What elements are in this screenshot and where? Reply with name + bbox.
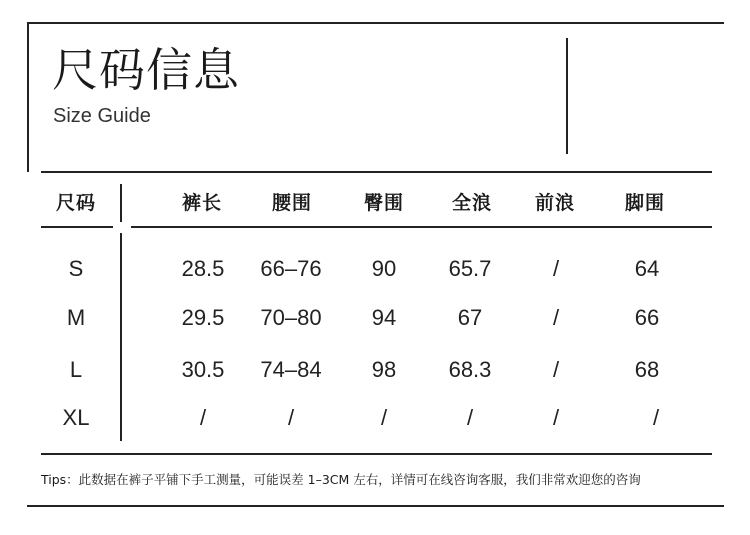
- column-header-length: 裤长: [181, 192, 223, 214]
- table-cell: 65.7: [448, 256, 492, 281]
- title-divider: [566, 38, 568, 154]
- table-cell: 66: [634, 305, 660, 330]
- table-cell: 28.5: [181, 256, 225, 281]
- column-header-hip: 臀围: [363, 192, 405, 214]
- table-bottom-rule: [41, 453, 712, 455]
- table-cell: 68.3: [448, 357, 492, 382]
- table-cell: /: [552, 305, 560, 330]
- table-cell: 64: [634, 256, 660, 281]
- table-cell: 74–84: [260, 357, 322, 382]
- table-cell: /: [380, 405, 388, 430]
- table-cell: /: [552, 256, 560, 281]
- table-cell: 67: [457, 305, 483, 330]
- table-cell: 30.5: [181, 357, 225, 382]
- table-cell: /: [466, 405, 474, 430]
- header-bottom-rule-left: [41, 226, 113, 228]
- table-cell: 94: [371, 305, 397, 330]
- size-column-divider-top: [120, 184, 122, 222]
- table-cell: 29.5: [181, 305, 225, 330]
- header-top-rule: [41, 171, 712, 173]
- left-border: [27, 22, 29, 172]
- top-border: [27, 22, 724, 24]
- table-cell: /: [199, 405, 207, 430]
- column-header-leg-opening: 脚围: [624, 192, 666, 214]
- size-label-m: M: [66, 305, 86, 330]
- bottom-border: [27, 505, 724, 507]
- size-column-header: 尺码: [55, 192, 97, 214]
- table-cell: 68: [634, 357, 660, 382]
- table-cell: 90: [371, 256, 397, 281]
- column-header-waist: 腰围: [271, 192, 313, 214]
- table-cell: /: [552, 357, 560, 382]
- size-label-l: L: [69, 357, 83, 382]
- measurement-tips: Tips：此数据在裤子平铺下手工测量，可能误差 1–3CM 左右，详情可在线咨询客服，我们非常欢迎您的咨询: [41, 472, 641, 487]
- header-bottom-rule-right: [131, 226, 712, 228]
- table-cell: 70–80: [260, 305, 322, 330]
- page-title: 尺码信息: [52, 43, 240, 97]
- size-column-divider: [120, 233, 122, 441]
- size-label-xl: XL: [62, 405, 90, 430]
- size-label-s: S: [68, 256, 84, 281]
- table-cell: /: [552, 405, 560, 430]
- column-header-full-rise: 全浪: [451, 192, 493, 214]
- table-cell: /: [287, 405, 295, 430]
- table-cell: 98: [371, 357, 397, 382]
- page-subtitle: Size Guide: [53, 105, 151, 127]
- table-cell: /: [652, 405, 660, 430]
- column-header-front-rise: 前浪: [534, 192, 576, 214]
- table-cell: 66–76: [260, 256, 322, 281]
